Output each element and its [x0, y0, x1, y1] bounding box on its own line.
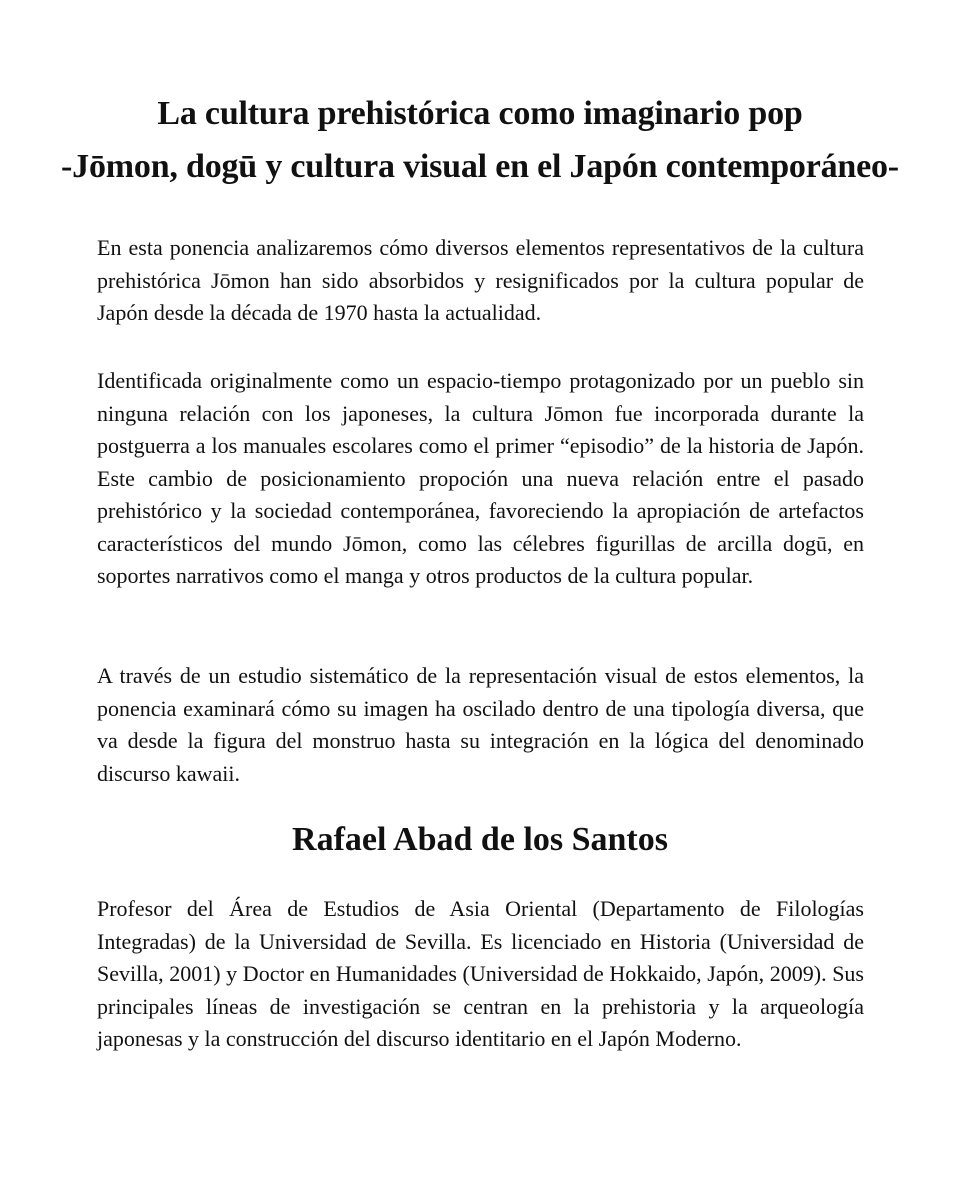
document-title-line-1: La cultura prehistórica como imaginario pop — [157, 95, 803, 132]
author-name: Rafael Abad de los Santos — [292, 821, 668, 858]
abstract-paragraph-1: En esta ponencia analizaremos cómo diversos elementos representativos de la cultura prehistórica Jōmon han sido absorbidos y resignificados por la cultura popular de Japón desde la década de 1970 hasta la actualidad. — [97, 235, 864, 325]
author-bio: Profesor del Área de Estudios de Asia Oriental (Departamento de Filologías Integradas) de la Universidad de Sevilla. Es licenciado en Historia (Universidad de Sevilla, 2001) y Doctor en Humanidades (Universidad de Hokkaido, Japón, 2009). Sus principales líneas de investigación se centran en la prehistoria y la arqueología japonesas y la construcción del discurso identitario en el Japón Moderno. — [97, 896, 864, 1051]
abstract-paragraph-2: Identificada originalmente como un espacio-tiempo protagonizado por un pueblo sin ninguna relación con los japoneses, la cultura Jōmon fue incorporada durante la postguerra a los manuales escolares como el primer “episodio” de la historia de Japón. Este cambio de posicionamiento propoción una nueva relación entre el pasado prehistórico y la sociedad contemporánea, favoreciendo la apropiación de artefactos característicos del mundo Jōmon, como las célebres figurillas de arcilla dogū, en soportes narrativos como el manga y otros productos de la cultura popular. — [97, 368, 864, 588]
document-title-line-2: -Jōmon, dogū y cultura visual en el Japón contemporáneo- — [61, 148, 899, 185]
abstract-paragraph-3: A través de un estudio sistemático de la representación visual de estos elementos, la ponencia examinará cómo su imagen ha oscilado dentro de una tipología diversa, que va desde la figura del monstruo hasta su integración en la lógica del denominado discurso kawaii. — [97, 663, 864, 786]
